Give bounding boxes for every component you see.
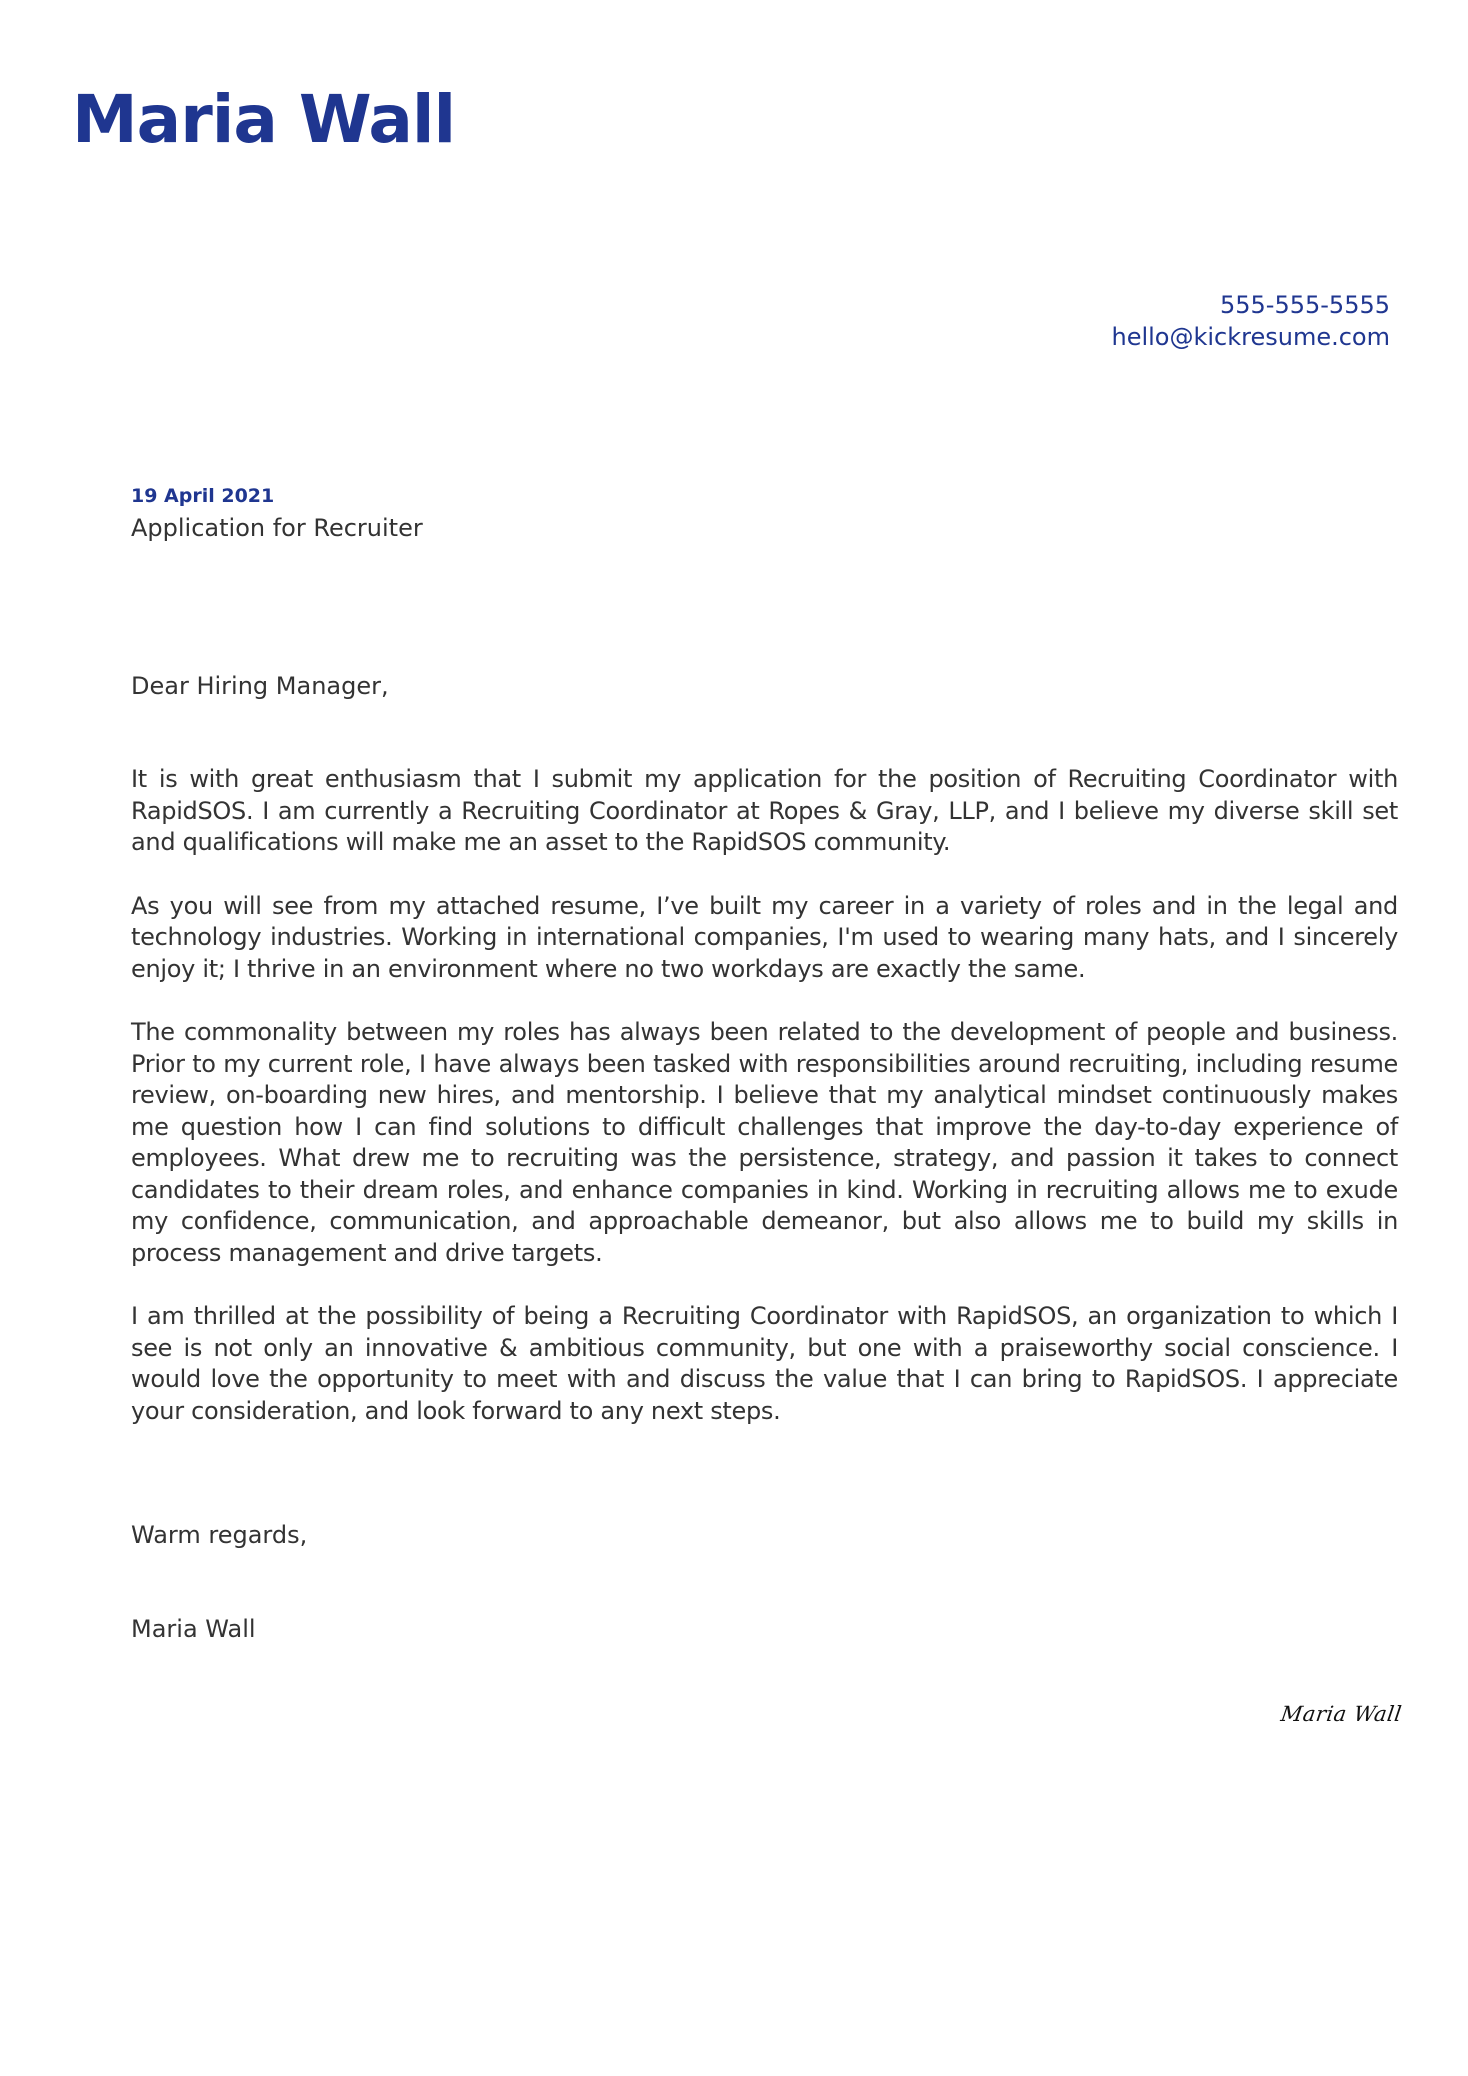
body-paragraph: The commonality between my roles has always been related to the development of people and business. Prior to my current role, I have always been tasked with responsibilities around recruiting, including resume review, on-boarding new hires, and mentorship. I believe that my analytical mindset continuously makes me question how I can find solutions to difficult challenges that improve the day-to-day experience of employees. What drew me to recruiting was the persistence, strategy, and passion it takes to connect candidates to their dream roles, and enhance companies in kind. Working in recruiting allows me to exude my confidence, communication, and approachable demeanor, but also allows me to build my skills in process management and drive targets. xyxy=(131,1018,1398,1267)
signer-name: Maria Wall xyxy=(131,1615,256,1643)
body-paragraph: It is with great enthusiasm that I submit my application for the position of Recruiting Coordinator with RapidSOS. I am currently a Recruiting Coordinator at Ropes & Gray, LLP, and I believe my diverse skill set and qualifications will make me an asset to the RapidSOS community. xyxy=(131,765,1398,856)
closing: Warm regards, xyxy=(131,1521,308,1549)
body-paragraph: As you will see from my attached resume, I’ve built my career in a variety of roles and in the legal and technology industries. Working in international companies, I'm used to wearing many hats, and I sincerely enjoy it; I thrive in an environment where no two workdays are exactly the same. xyxy=(131,891,1398,983)
letter-date: 19 April 2021 xyxy=(131,485,275,507)
contact-info xyxy=(1111,289,1390,353)
body-paragraph: I am thrilled at the possibility of being a Recruiting Coordinator with RapidSOS, an organization to which I see is not only an innovative & ambitious community, but one with a praiseworthy social conscience. I would love the opportunity to meet with and discuss the value that I can bring to RapidSOS. I appreciate your consideration, and look forward to any next steps. xyxy=(131,1302,1398,1425)
email-address: hello@kickresume.com xyxy=(1111,323,1390,351)
letter-body xyxy=(131,764,1398,1459)
phone-number: 555-555-5555 xyxy=(1219,291,1390,319)
greeting: Dear Hiring Manager, xyxy=(131,672,389,700)
applicant-name: Maria Wall xyxy=(72,81,456,158)
handwritten-signature: Maria Wall xyxy=(1279,1702,1404,1726)
letter-heading xyxy=(131,484,423,544)
letter-subject: Application for Recruiter xyxy=(131,514,423,542)
